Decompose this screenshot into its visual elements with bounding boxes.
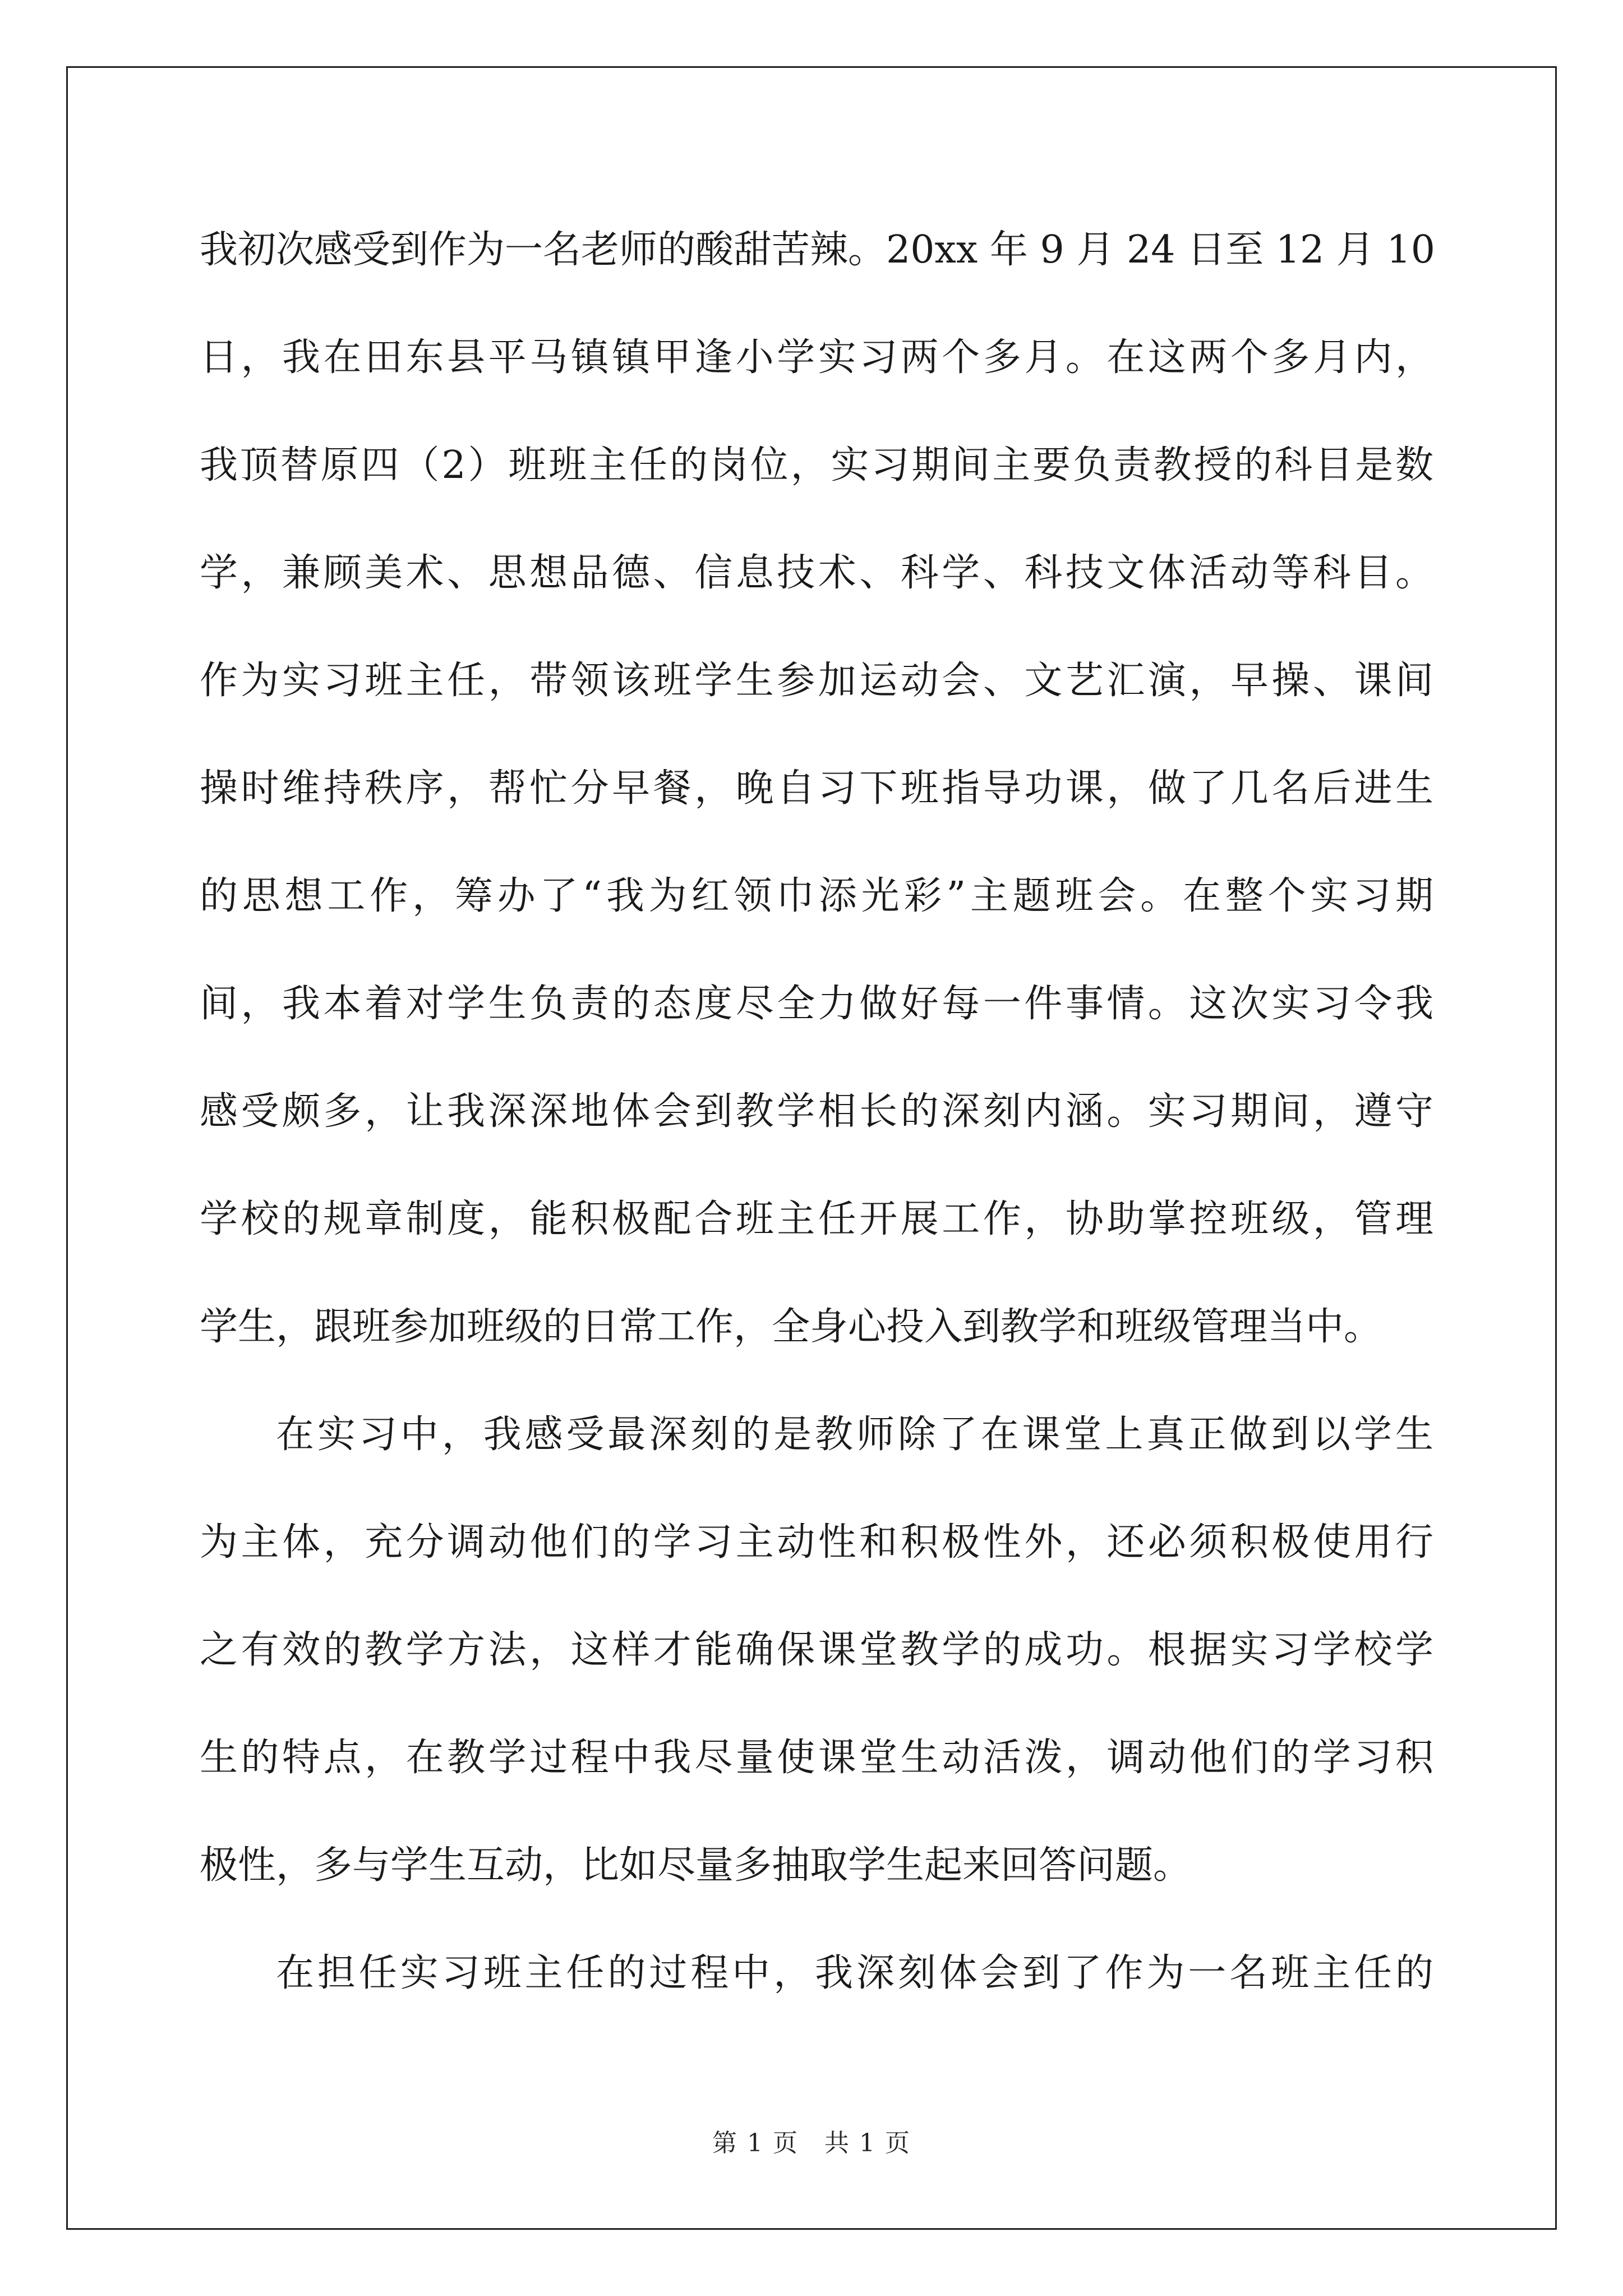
document-body <box>200 217 1433 2047</box>
paragraph-3-line-1: 在担任实习班主任的过程中，我深刻体会到了作为一名班主任的 <box>276 1951 1433 1995</box>
paragraph-1-line-4: 学，兼顾美术、思想品德、信息技术、科学、科技文体活动等科目。 <box>200 551 1433 595</box>
paragraph-1-line-2: 日，我在田东县平马镇镇甲逢小学实习两个多月。在这两个多月内， <box>200 335 1433 380</box>
paragraph-1-line-5: 作为实习班主任，带领该班学生参加运动会、文艺汇演，早操、课间 <box>200 659 1433 703</box>
paragraph-2-line-1: 在实习中，我感受最深刻的是教师除了在课堂上真正做到以学生 <box>276 1412 1433 1457</box>
paragraph-1-line-3: 我顶替原四（2）班班主任的岗位，实习期间主要负责教授的科目是数 <box>200 443 1433 487</box>
paragraph-2-line-3: 之有效的教学方法，这样才能确保课堂教学的成功。根据实习学校学 <box>200 1628 1433 1672</box>
paragraph-1-line-6: 操时维持秩序，帮忙分早餐，晚自习下班指导功课，做了几名后进生 <box>200 766 1433 811</box>
paragraph-1-line-1: 我初次感受到作为一名老师的酸甜苦辣。20xx 年 9 月 24 日至 12 月 10 <box>200 228 1435 272</box>
paragraph-2-line-4: 生的特点，在教学过程中我尽量使课堂生动活泼，调动他们的学习积 <box>200 1736 1433 1780</box>
paragraph-2-line-5: 极性，多与学生互动，比如尽量多抽取学生起来回答问题。 <box>200 1843 1192 1888</box>
paragraph-1-line-11: 学生，跟班参加班级的日常工作，全身心投入到教学和班级管理当中。 <box>200 1305 1382 1349</box>
page-number-footer: 第 1 页 共 1 页 <box>712 2129 911 2157</box>
paragraph-1-line-8: 间，我本着对学生负责的态度尽全力做好每一件事情。这次实习令我 <box>200 982 1433 1026</box>
paragraph-1-line-9: 感受颇多，让我深深地体会到教学相长的深刻内涵。实习期间，遵守 <box>200 1089 1433 1134</box>
paragraph-1-line-7: 的思想工作，筹办了“我为红领巾添光彩”主题班会。在整个实习期 <box>200 874 1433 918</box>
paragraph-1-line-10: 学校的规章制度，能积极配合班主任开展工作，协助掌控班级，管理 <box>200 1197 1433 1241</box>
paragraph-2-line-2: 为主体，充分调动他们的学习主动性和积极性外，还必须积极使用行 <box>200 1520 1433 1565</box>
